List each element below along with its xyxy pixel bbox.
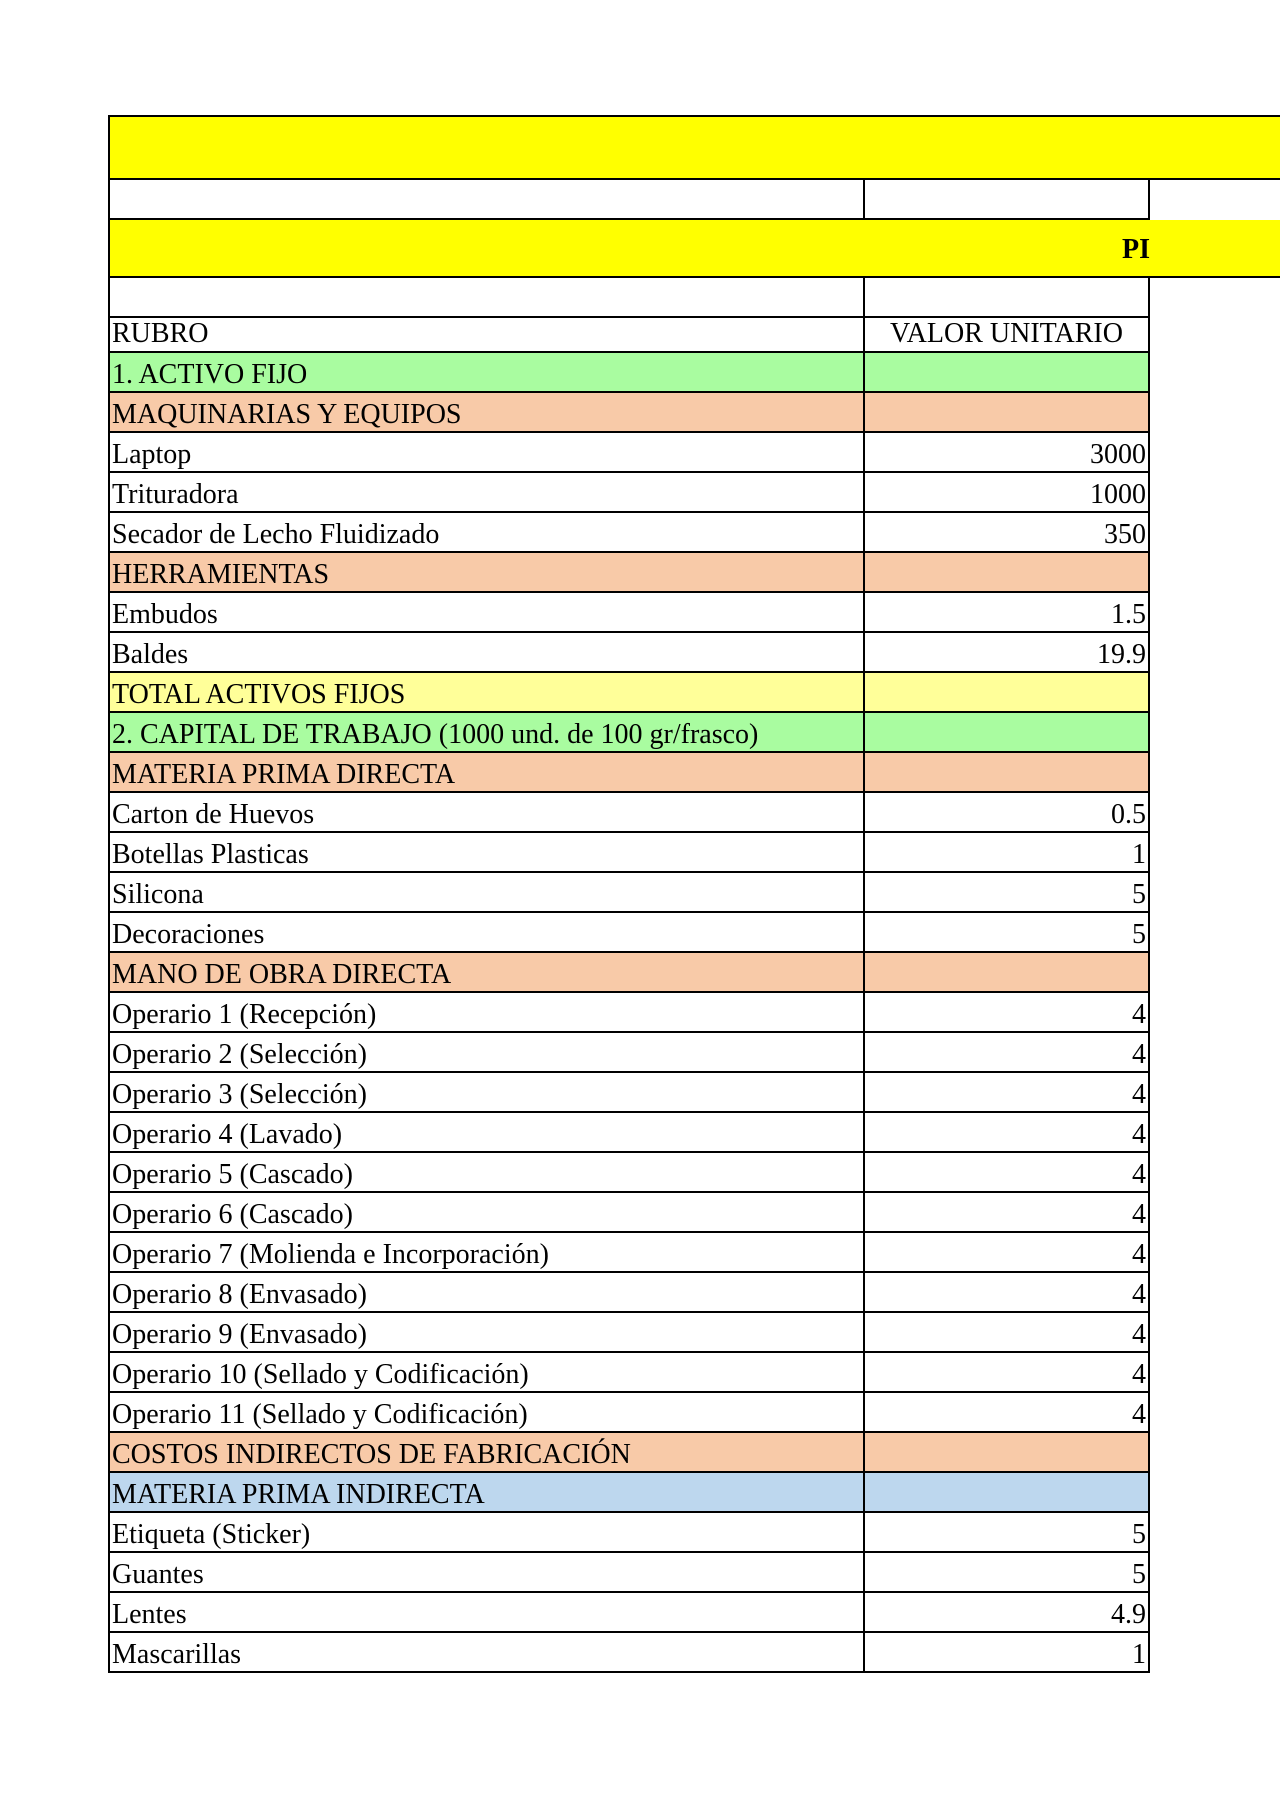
- valor-unitario-cell[interactable]: 4: [863, 1153, 1150, 1193]
- rubro-cell[interactable]: Operario 8 (Envasado): [108, 1273, 863, 1313]
- valor-unitario-cell[interactable]: 4: [863, 1073, 1150, 1113]
- table-row: [108, 1593, 1280, 1633]
- valor-unitario-cell[interactable]: 4: [863, 993, 1150, 1033]
- rubro-cell[interactable]: Mascarillas: [108, 1633, 863, 1673]
- rubro-cell[interactable]: Operario 3 (Selección): [108, 1073, 863, 1113]
- rubro-cell[interactable]: Operario 11 (Sellado y Codificación): [108, 1393, 863, 1433]
- valor-unitario-cell[interactable]: [863, 1473, 1150, 1513]
- rubro-cell[interactable]: Operario 4 (Lavado): [108, 1113, 863, 1153]
- spreadsheet: [108, 115, 1280, 1673]
- rubro-cell[interactable]: Operario 2 (Selección): [108, 1033, 863, 1073]
- rubro-cell[interactable]: Carton de Huevos: [108, 793, 863, 833]
- table-row: [108, 1393, 1280, 1433]
- valor-unitario-cell[interactable]: 1.5: [863, 593, 1150, 633]
- rubro-cell[interactable]: Secador de Lecho Fluidizado: [108, 513, 863, 553]
- table-row: [108, 1353, 1280, 1393]
- valor-unitario-cell[interactable]: 1000: [863, 473, 1150, 513]
- rubro-cell[interactable]: Operario 6 (Cascado): [108, 1193, 863, 1233]
- table-row: [108, 1153, 1280, 1193]
- rubro-cell[interactable]: 2. CAPITAL DE TRABAJO (1000 und. de 100 gr/frasco): [108, 713, 863, 753]
- table-row: [108, 393, 1280, 433]
- table-row: [108, 913, 1280, 953]
- valor-unitario-cell[interactable]: 1: [863, 833, 1150, 873]
- valor-unitario-cell[interactable]: 4: [863, 1193, 1150, 1233]
- subtitle-banner: [108, 220, 1280, 278]
- rubro-cell[interactable]: MANO DE OBRA DIRECTA: [108, 953, 863, 993]
- valor-unitario-cell[interactable]: 4: [863, 1273, 1150, 1313]
- rubro-cell[interactable]: Etiqueta (Sticker): [108, 1513, 863, 1553]
- rubro-cell[interactable]: Laptop: [108, 433, 863, 473]
- rubro-cell[interactable]: MATERIA PRIMA DIRECTA: [108, 753, 863, 793]
- table-row: [108, 953, 1280, 993]
- header-row: [108, 318, 1280, 353]
- rubro-cell[interactable]: Embudos: [108, 593, 863, 633]
- valor-unitario-cell[interactable]: 3000: [863, 433, 1150, 473]
- table-row: [108, 673, 1280, 713]
- table-row: [108, 993, 1280, 1033]
- empty-cell[interactable]: [108, 278, 863, 318]
- rubro-cell[interactable]: Trituradora: [108, 473, 863, 513]
- rubro-cell[interactable]: MATERIA PRIMA INDIRECTA: [108, 1473, 863, 1513]
- valor-unitario-cell[interactable]: 19.9: [863, 633, 1150, 673]
- table-row: [108, 353, 1280, 393]
- valor-unitario-cell[interactable]: 4: [863, 1233, 1150, 1273]
- rubro-cell[interactable]: Lentes: [108, 1593, 863, 1633]
- rubro-cell[interactable]: Operario 9 (Envasado): [108, 1313, 863, 1353]
- table-row: [108, 1433, 1280, 1473]
- table-row: [108, 833, 1280, 873]
- valor-unitario-cell[interactable]: 4: [863, 1313, 1150, 1353]
- rubro-cell[interactable]: Guantes: [108, 1553, 863, 1593]
- valor-unitario-cell[interactable]: 4: [863, 1033, 1150, 1073]
- table-row: [108, 1113, 1280, 1153]
- valor-unitario-cell[interactable]: [863, 953, 1150, 993]
- valor-unitario-cell[interactable]: [863, 393, 1150, 433]
- header-rubro[interactable]: RUBRO: [108, 318, 863, 353]
- valor-unitario-cell[interactable]: 4: [863, 1113, 1150, 1153]
- valor-unitario-cell[interactable]: 5: [863, 873, 1150, 913]
- table-row: [108, 753, 1280, 793]
- rubro-cell[interactable]: COSTOS INDIRECTOS DE FABRICACIÓN: [108, 1433, 863, 1473]
- title-banner: [108, 115, 1280, 180]
- table-row: [108, 713, 1280, 753]
- valor-unitario-cell[interactable]: 4: [863, 1393, 1150, 1433]
- valor-unitario-cell[interactable]: [863, 713, 1150, 753]
- valor-unitario-cell[interactable]: [863, 553, 1150, 593]
- rubro-cell[interactable]: Operario 5 (Cascado): [108, 1153, 863, 1193]
- valor-unitario-cell[interactable]: 5: [863, 913, 1150, 953]
- table-row: [108, 633, 1280, 673]
- empty-cell[interactable]: [108, 180, 863, 220]
- table-row: [108, 513, 1280, 553]
- rubro-cell[interactable]: Baldes: [108, 633, 863, 673]
- valor-unitario-cell[interactable]: [863, 1433, 1150, 1473]
- valor-unitario-cell[interactable]: 0.5: [863, 793, 1150, 833]
- table-row: [108, 1513, 1280, 1553]
- rubro-cell[interactable]: Botellas Plasticas: [108, 833, 863, 873]
- valor-unitario-cell[interactable]: 4.9: [863, 1593, 1150, 1633]
- empty-cell[interactable]: [863, 180, 1150, 220]
- table-body: [108, 353, 1280, 1673]
- rubro-cell[interactable]: TOTAL ACTIVOS FIJOS: [108, 673, 863, 713]
- valor-unitario-cell[interactable]: 5: [863, 1553, 1150, 1593]
- empty-cell[interactable]: [863, 278, 1150, 318]
- rubro-cell[interactable]: Operario 10 (Sellado y Codificación): [108, 1353, 863, 1393]
- empty-row: [108, 180, 1280, 220]
- table-row: [108, 1553, 1280, 1593]
- rubro-cell[interactable]: 1. ACTIVO FIJO: [108, 353, 863, 393]
- empty-row: [108, 278, 1280, 318]
- rubro-cell[interactable]: MAQUINARIAS Y EQUIPOS: [108, 393, 863, 433]
- table-row: [108, 433, 1280, 473]
- table-row: [108, 1233, 1280, 1273]
- table-row: [108, 473, 1280, 513]
- table-row: [108, 1473, 1280, 1513]
- table-row: [108, 1033, 1280, 1073]
- rubro-cell[interactable]: Operario 1 (Recepción): [108, 993, 863, 1033]
- table-row: [108, 1073, 1280, 1113]
- table-row: [108, 1193, 1280, 1233]
- valor-unitario-cell[interactable]: 350: [863, 513, 1150, 553]
- valor-unitario-cell[interactable]: 1: [863, 1633, 1150, 1673]
- valor-unitario-cell[interactable]: [863, 753, 1150, 793]
- header-valor-unitario[interactable]: VALOR UNITARIO: [863, 318, 1150, 353]
- table-row: [108, 593, 1280, 633]
- valor-unitario-cell[interactable]: [863, 673, 1150, 713]
- table-row: [108, 1633, 1280, 1673]
- rubro-cell[interactable]: Decoraciones: [108, 913, 863, 953]
- table-row: [108, 553, 1280, 593]
- subtitle-banner-text: PI: [1122, 234, 1150, 265]
- valor-unitario-cell[interactable]: [863, 353, 1150, 393]
- rubro-cell[interactable]: HERRAMIENTAS: [108, 553, 863, 593]
- rubro-cell[interactable]: Operario 7 (Molienda e Incorporación): [108, 1233, 863, 1273]
- table-row: [108, 873, 1280, 913]
- valor-unitario-cell[interactable]: 5: [863, 1513, 1150, 1553]
- rubro-cell[interactable]: Silicona: [108, 873, 863, 913]
- valor-unitario-cell[interactable]: 4: [863, 1353, 1150, 1393]
- table-row: [108, 1313, 1280, 1353]
- table-row: [108, 1273, 1280, 1313]
- table-row: [108, 793, 1280, 833]
